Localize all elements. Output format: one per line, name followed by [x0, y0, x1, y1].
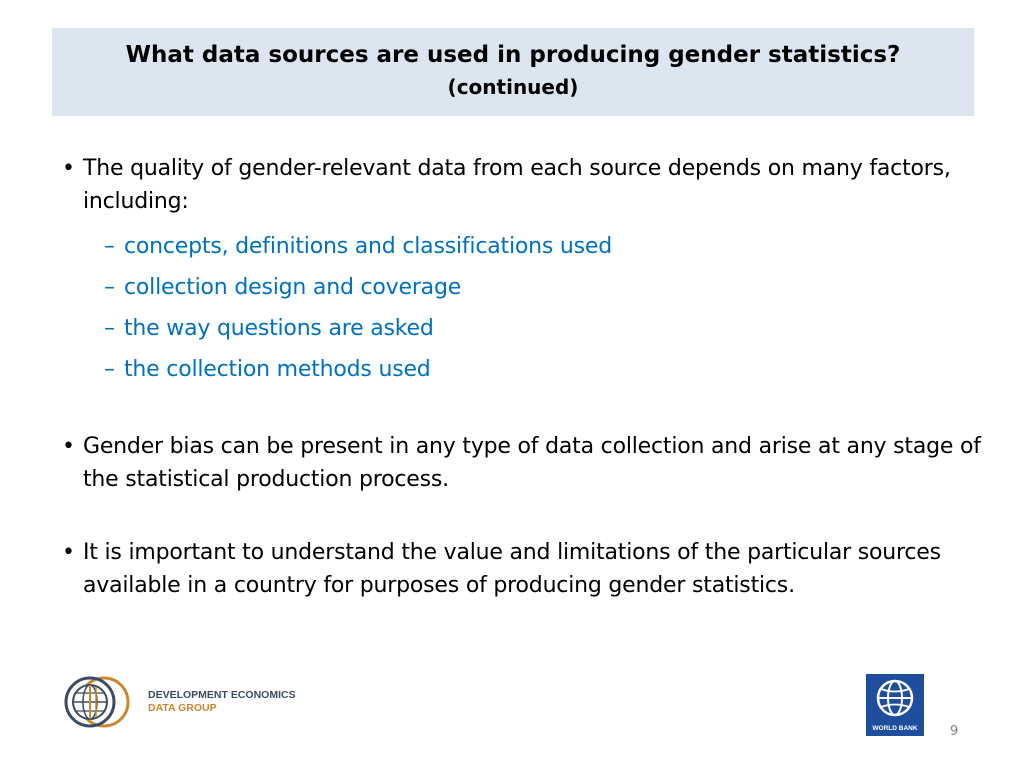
- sub-bullet-marker: –: [104, 234, 115, 259]
- bullet-item: [62, 536, 992, 602]
- title-box: [52, 28, 974, 116]
- sub-list: [62, 226, 992, 390]
- logo-wordmark: [148, 689, 296, 715]
- page-number: 9: [950, 724, 959, 739]
- spacer: [62, 390, 992, 430]
- logo-line-1: DEVELOPMENT ECONOMICS: [148, 689, 296, 701]
- sub-bullet-text: the way questions are asked: [124, 316, 434, 341]
- sub-bullet-item: [62, 349, 992, 390]
- sub-bullet-marker: –: [104, 357, 115, 382]
- bullet-text: The quality of gender-relevant data from each source depends on many factors, including:: [83, 156, 951, 214]
- world-bank-globe-icon: [866, 674, 924, 724]
- bullet-text: It is important to understand the value and limitations of the particular sources available in a country for purposes of producing gender statistics.: [83, 540, 941, 598]
- logo-line-2: DATA GROUP: [148, 702, 217, 714]
- sub-bullet-text: the collection methods used: [124, 357, 431, 382]
- sub-bullet-text: concepts, definitions and classifications used: [124, 234, 613, 259]
- world-bank-logo: [866, 674, 924, 736]
- sub-bullet-item: [62, 308, 992, 349]
- sub-bullet-item: [62, 226, 992, 267]
- sub-bullet-marker: –: [104, 275, 115, 300]
- bullet-item: [62, 152, 992, 218]
- bullet-text: Gender bias can be present in any type of data collection and arise at any stage of the statistical production process.: [83, 434, 981, 492]
- development-economics-logo: [62, 674, 302, 730]
- sub-bullet-item: [62, 267, 992, 308]
- bullet-marker: •: [62, 156, 75, 181]
- sub-bullet-marker: –: [104, 316, 115, 341]
- slide-content: [62, 152, 992, 602]
- sub-bullet-text: collection design and coverage: [124, 275, 462, 300]
- spacer: [62, 496, 992, 536]
- slide-title: What data sources are used in producing gender statistics?: [125, 42, 901, 68]
- world-bank-label: WORLD BANK: [872, 725, 918, 732]
- bullet-item: [62, 430, 992, 496]
- globe-rings-icon: [62, 674, 148, 730]
- bullet-marker: •: [62, 434, 75, 459]
- bullet-marker: •: [62, 540, 75, 565]
- slide-subtitle: (continued): [447, 75, 579, 99]
